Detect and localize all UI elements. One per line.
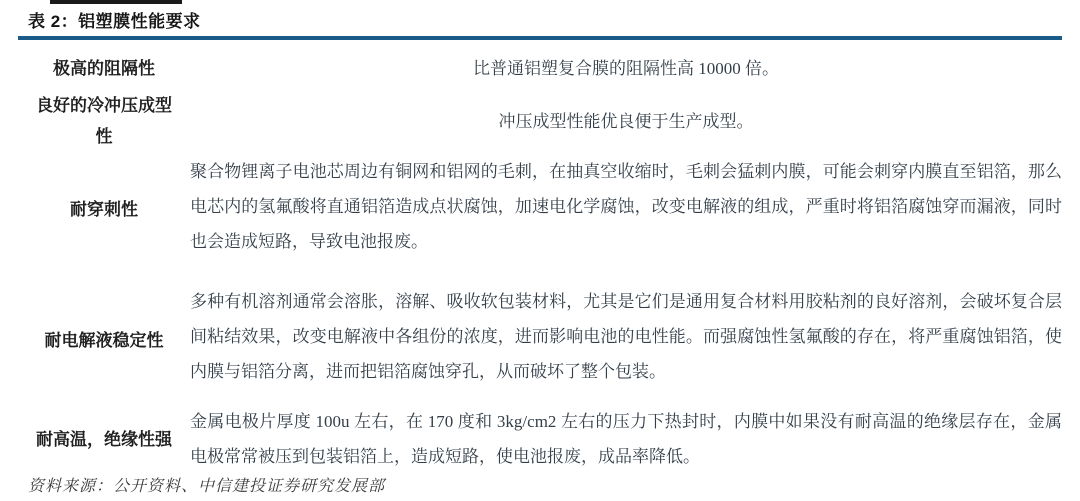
row-text-cold-stamping: 冲压成型性能优良便于生产成型。 [498, 111, 754, 131]
table-row [18, 46, 1062, 90]
source-note: 资料来源：公开资料、中信建投证券研究发展部 [28, 478, 386, 495]
row-text-puncture-resistance: 聚合物锂离子电池芯周边有铜网和铝网的毛刺，在抽真空收缩时，毛刺会猛刺内膜，可能会刺穿内膜直至铝箔，那么电芯内的氢氟酸将直通铝箔造成点状腐蚀，加速电化学腐蚀，改变电解液的组成，严重时将铝箔腐蚀穿而漏液，同时也会造成短路，导致电池报废。 [190, 162, 1062, 251]
table-row [18, 152, 1062, 264]
title-divider-rule [18, 36, 1062, 40]
row-label-electrolyte-stability: 耐电解液稳定性 [44, 330, 164, 350]
row-label-puncture-resistance: 耐穿刺性 [70, 199, 138, 219]
row-text-barrier: 比普通铝塑复合膜的阻隔性高 10000 倍。 [473, 58, 779, 78]
row-label-cold-stamping: 良好的冷冲压成型性 [36, 96, 172, 146]
table-row [18, 396, 1062, 474]
table-row [18, 264, 1062, 396]
row-label-barrier: 极高的阻隔性 [53, 58, 155, 78]
table-row [18, 90, 1062, 152]
table-title: 表 2：铝塑膜性能要求 [28, 12, 201, 31]
performance-requirements-table [18, 46, 1062, 474]
row-text-heat-resistance-insulation: 金属电极片厚度 100u 左右，在 170 度和 3kg/cm2 左右的压力下热封时，内膜中如果没有耐高温的绝缘层存在，金属电极常常被压到包装铝箔上，造成短路，使电池报废，成品率降低。 [190, 412, 1062, 466]
cropped-content-remnant [50, 0, 182, 4]
row-text-electrolyte-stability: 多种有机溶剂通常会溶胀，溶解、吸收软包装材料，尤其是它们是通用复合材料用胶粘剂的良好溶剂，会破坏复合层间粘结效果，改变电解液中各组份的浓度，进而影响电池的电性能。而强腐蚀性氢氟酸的存在，将严重腐蚀铝箔，使内膜与铝箔分离，进而把铝箔腐蚀穿孔，从而破坏了整个包装。 [190, 292, 1062, 381]
row-label-heat-resistance-insulation: 耐高温，绝缘性强 [36, 429, 172, 449]
